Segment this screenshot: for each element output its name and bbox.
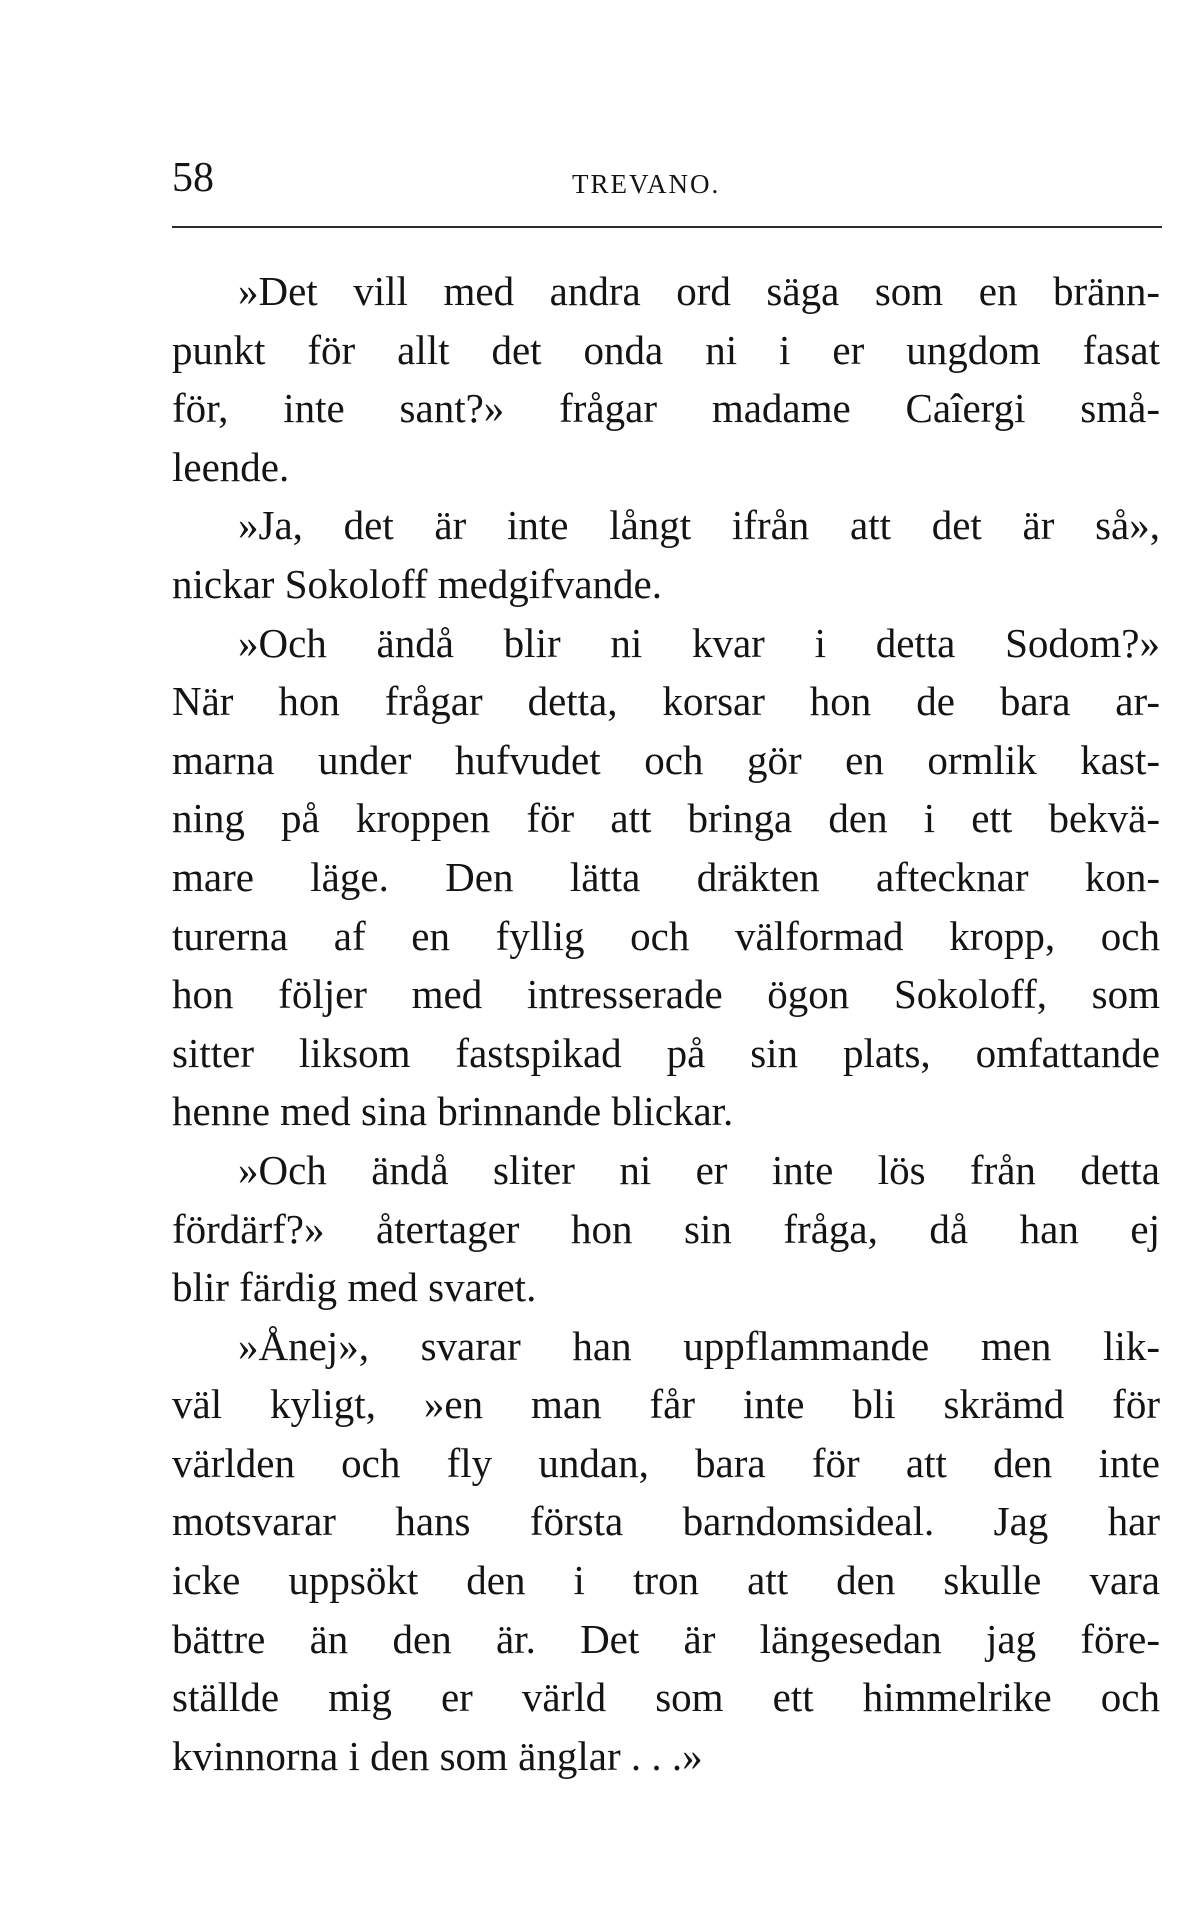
text-line: nickar Sokoloff medgifvande. (172, 560, 662, 607)
text-line: hon följer med intresserade ögon Sokoloff, som (172, 971, 1160, 1018)
text-line: leende. (172, 443, 290, 490)
text-line: bättre än den är. Det är längesedan jag före- (172, 1615, 1160, 1662)
text-line: »Ånej», svarar han uppflammande men lik- (238, 1322, 1160, 1369)
running-head: TREVANO. (572, 169, 721, 199)
text-line: för, inte sant?» frågar madame Caîergi små- (172, 385, 1160, 432)
text-line: »Det vill med andra ord säga som en bränn- (238, 268, 1160, 314)
text-line: mare läge. Den lätta dräkten aftecknar kon- (172, 853, 1160, 900)
page-number: 58 (172, 155, 214, 201)
text-line: »Ja, det är inte långt ifrån att det är så», (238, 502, 1160, 549)
text-line: »Och ändå sliter ni er inte lös från detta (238, 1146, 1160, 1193)
text-line: turerna af en fyllig och välformad kropp, och (172, 912, 1160, 959)
text-line: icke uppsökt den i tron att den skulle vara (172, 1557, 1160, 1604)
text-line: kvinnorna i den som änglar . . .» (172, 1732, 703, 1779)
text-line: ställde mig er värld som ett himmelrike och (172, 1674, 1160, 1721)
text-line: ning på kroppen för att bringa den i ett bekvä- (172, 795, 1160, 842)
header-rule (172, 226, 1162, 228)
text-line: väl kyligt, »en man får inte bli skrämd för (172, 1381, 1160, 1428)
text-line: fördärf?» återtager hon sin fråga, då han ej (172, 1205, 1160, 1252)
text-line: blir färdig med svaret. (172, 1264, 537, 1311)
text-line: När hon frågar detta, korsar hon de bara ar- (172, 678, 1160, 725)
page-header (172, 154, 1160, 218)
text-line: världen och fly undan, bara för att den inte (172, 1439, 1160, 1486)
text-line: punkt för allt det onda ni i er ungdom fasat (172, 326, 1160, 373)
body-text (172, 262, 1160, 1785)
text-line: sitter liksom fastspikad på sin plats, omfattande (172, 1029, 1160, 1076)
text-line: »Och ändå blir ni kvar i detta Sodom?» (238, 619, 1160, 666)
text-line: motsvarar hans första barndomsideal. Jag har (172, 1498, 1160, 1545)
text-line: henne med sina brinnande blickar. (172, 1088, 734, 1135)
text-line: marna under hufvudet och gör en ormlik kast- (172, 736, 1160, 783)
